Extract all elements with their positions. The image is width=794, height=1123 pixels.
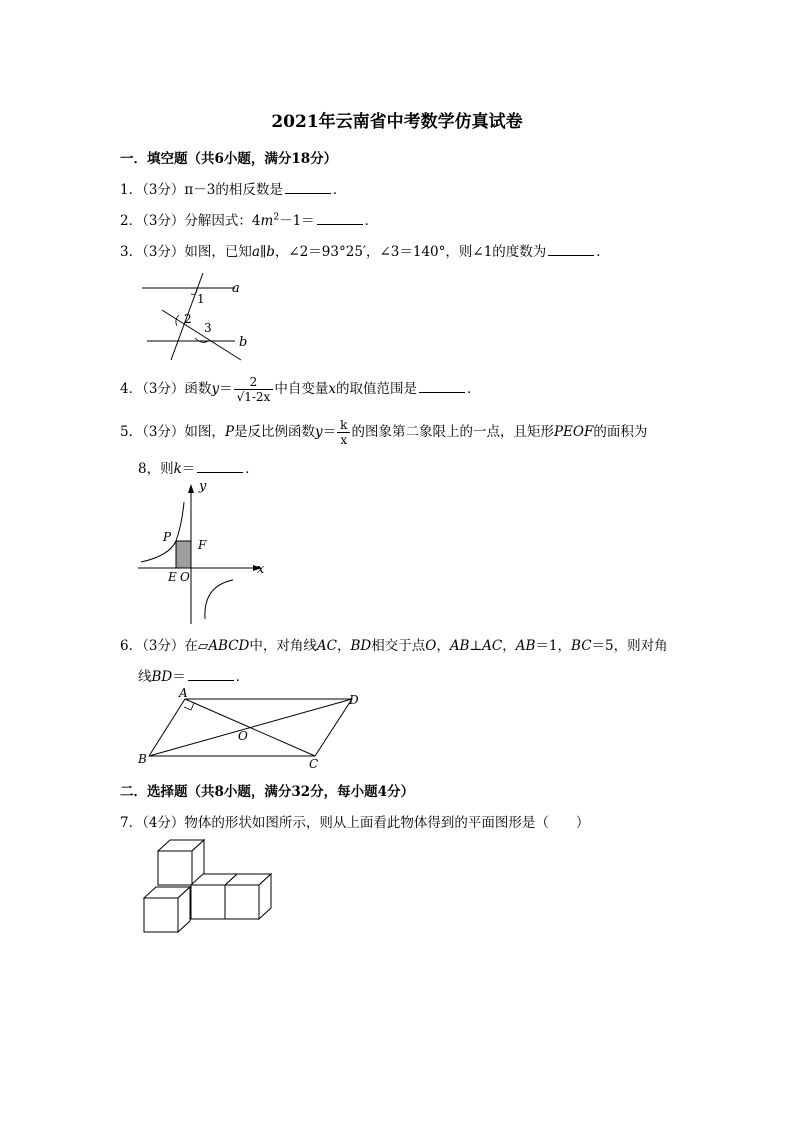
comma: ， <box>336 638 351 654</box>
angle-label-3: 3 <box>204 321 212 335</box>
denominator: x <box>340 433 348 447</box>
question-3 <box>120 240 610 260</box>
question-4-mid: 中自变量 <box>274 381 329 397</box>
equals: ＝ <box>181 461 196 477</box>
parallelogram-name: ABCD <box>208 638 250 654</box>
punctuation: ． <box>466 381 481 397</box>
fraction <box>337 418 350 447</box>
question-6-line2-text: 线 <box>138 669 152 685</box>
point-O: O <box>425 638 437 654</box>
variable-y: y <box>211 381 220 397</box>
axis-label-x: x <box>257 562 265 577</box>
vertex-label-A: A <box>179 686 188 700</box>
parallel-symbol: ∥ <box>260 244 267 260</box>
figure-inverse-function <box>135 478 275 628</box>
section-heading-fill-in: 一．填空题（共6小题，满分18分） <box>120 151 338 167</box>
question-5-line2 <box>138 457 259 477</box>
diagonal-BD: BD <box>350 638 372 654</box>
variable-y: y <box>315 424 323 440</box>
punctuation: ． <box>235 669 250 685</box>
diagonal-AC: AC <box>316 638 337 654</box>
question-5-line2-text: 8，则 <box>138 461 174 477</box>
segment-AB: AB <box>515 638 536 654</box>
comma: ， <box>436 638 450 654</box>
angle-label-2: 2 <box>184 312 192 326</box>
question-5-mid: 是反比例函数 <box>234 424 316 440</box>
punctuation: ． <box>364 213 379 229</box>
question-4 <box>120 375 480 404</box>
question-2-rest: －1＝ <box>279 213 315 229</box>
variable-b: b <box>266 244 275 260</box>
radicand: 1-2x <box>244 390 271 404</box>
vertex-label-C: C <box>309 757 319 771</box>
page-title: 2021年云南省中考数学仿真试卷 <box>271 112 523 132</box>
point-label-O: O <box>180 570 190 584</box>
point-label-P: P <box>163 530 172 544</box>
answer-blank <box>188 668 234 681</box>
perpendicular-condition: AB⊥AC <box>449 638 503 654</box>
point-P: P <box>224 424 235 440</box>
question-5-tail: 的面积为 <box>593 424 648 440</box>
equals: ＝ <box>219 381 233 397</box>
fraction <box>234 375 274 404</box>
vertex-label-B: B <box>138 752 147 766</box>
question-6-mid: 中，对角线 <box>249 638 317 654</box>
bc-value: ＝5，则对角 <box>591 638 668 654</box>
question-6 <box>120 634 668 654</box>
question-2-text: 2．（3分）分解因式：4 <box>120 213 261 229</box>
question-5-mid2: 的图象第二象限上的一点，且矩形 <box>351 424 554 440</box>
axis-label-y: y <box>199 479 207 494</box>
exponent: 2 <box>273 212 280 223</box>
question-1-text: 1．（3分）π－3的相反数是 <box>120 182 283 198</box>
equals: ＝ <box>322 424 337 440</box>
question-5-text: 5．（3分）如图， <box>120 424 225 440</box>
question-3-text: 3．（3分）如图，已知 <box>120 244 252 260</box>
segment-BC: BC <box>571 638 592 654</box>
question-5 <box>120 418 647 447</box>
point-label-F: F <box>198 538 207 552</box>
punctuation: ． <box>596 244 610 260</box>
question-3-condition: ，∠2＝93°25′，∠3＝140°，则∠1的度数为 <box>274 244 547 260</box>
equals: ＝ <box>172 669 186 685</box>
question-6-text: 6．（3分）在▱ <box>120 638 209 654</box>
denominator <box>234 390 274 404</box>
question-4-text: 4．（3分）函数 <box>120 381 212 397</box>
section-heading-choice: 二．选择题（共8小题，满分32分，每小题4分） <box>120 784 415 800</box>
variable-m: m <box>260 213 274 229</box>
label-b: b <box>239 335 248 350</box>
question-2 <box>120 209 378 229</box>
answer-blank <box>548 243 594 256</box>
point-label-E: E <box>168 570 177 584</box>
variable-a: a <box>251 244 260 260</box>
question-1 <box>120 178 346 198</box>
rectangle-name: PEOF <box>553 424 594 440</box>
answer-blank <box>197 460 243 473</box>
comma: ， <box>502 638 516 654</box>
question-6-mid2: 相交于点 <box>371 638 426 654</box>
numerator: k <box>337 418 350 433</box>
numerator: 2 <box>234 375 274 390</box>
figure-cube-stack <box>135 833 285 943</box>
answer-blank <box>419 380 465 393</box>
ab-value: ＝1， <box>535 638 572 654</box>
question-6-line2 <box>138 665 249 685</box>
question-7: 7．（4分）物体的形状如图所示，则从上面看此物体得到的平面图形是（ ） <box>120 815 590 831</box>
center-label-O: O <box>238 729 248 743</box>
answer-blank <box>317 212 363 225</box>
question-4-tail: 的取值范围是 <box>335 381 417 397</box>
answer-blank <box>285 181 331 194</box>
diagonal-BD: BD <box>151 669 173 685</box>
vertex-label-D: D <box>349 693 359 707</box>
angle-label-1: 1 <box>197 292 205 306</box>
punctuation: ． <box>245 461 259 477</box>
figure-parallel-lines <box>135 268 265 363</box>
punctuation: ． <box>332 182 347 198</box>
label-a: a <box>232 281 240 296</box>
figure-parallelogram <box>135 686 375 771</box>
variable-k: k <box>173 461 182 477</box>
variable-x: x <box>328 381 336 397</box>
sqrt-icon: √ <box>236 390 245 404</box>
